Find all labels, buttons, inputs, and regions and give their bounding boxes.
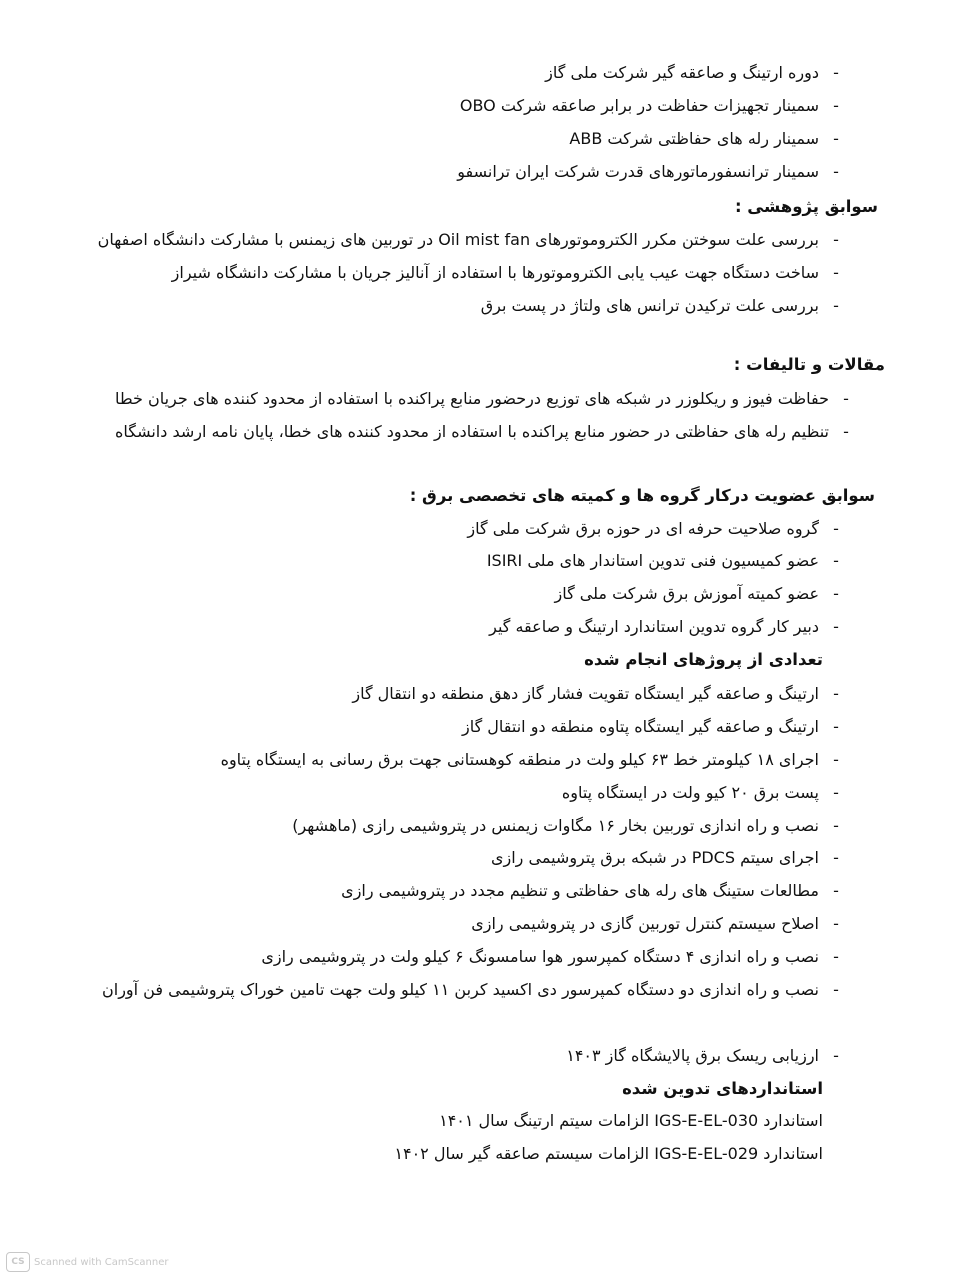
standards-heading: استانداردهای تدوین شده — [622, 1079, 823, 1098]
course-item: -دوره ارتینگ و صاعقه گیر شرکت ملی گاز — [545, 63, 839, 82]
camscanner-logo: CS — [6, 1252, 30, 1272]
project-item: -ارزیابی ریسک برق پالایشگاه گاز ۱۴۰۳ — [566, 1046, 839, 1065]
project-item: -ارتینگ و صاعقه گیر ایستگاه پتاوه منطقه دو انتقال گاز — [462, 717, 839, 736]
membership-item: -دبیر کار گروه تدوین استاندارد ارتینگ و صاعقه گیر — [489, 617, 839, 636]
research-item: -بررسی علت ترکیدن ترانس های ولتاژ در پست برق — [480, 296, 839, 315]
project-item: -اجرای ۱۸ کیلومتر خط ۶۳ کیلو ولت در منطقه کوهستانی جهت برق رسانی به ایستگاه پتاوه — [220, 750, 839, 769]
project-item: -نصب و راه اندازی ۴ دستگاه کمپرسور هوا سامسونگ ۶ کیلو ولت در پتروشیمی رازی — [261, 947, 839, 966]
project-item: -اصلاح سیستم کنترل توربین گازی در پتروشیمی رازی — [471, 914, 839, 933]
research-heading: سوابق پژوهشی : — [734, 197, 878, 216]
camscanner-watermark — [6, 1252, 169, 1272]
articles-heading: مقالات و تالیفات : — [733, 355, 885, 374]
membership-item: -گروه صلاحیت حرفه ای در حوزه برق شرکت ملی گاز — [467, 519, 839, 538]
watermark-text: Scanned with CamScanner — [34, 1256, 169, 1268]
project-item: -نصب و راه اندازی دو دستگاه کمپرسور دی اکسید کربن ۱۱ کیلو ولت جهت تامین خوراک پتروشیمی فن آوران — [102, 980, 839, 999]
membership-heading: سوابق عضویت درکار گروه ها و کمیته های تخصصی برق : — [409, 486, 875, 505]
article-item: -تنظیم رله های حفاظتی در حضور منابع پراکنده با استفاده از محدود کننده های خطا، پایان نامه ارشد دانشگاه — [114, 422, 849, 441]
course-item: -سمینار ترانسفورماتورهای قدرت شرکت ایران ترانسفو — [457, 162, 839, 181]
membership-item: -عضو کمیته آموزش برق شرکت ملی گاز — [554, 584, 839, 603]
project-item: -نصب و راه اندازی توربین بخار ۱۶ مگاوات زیمنس در پتروشیمی رازی (ماهشهر) — [292, 816, 839, 835]
course-item: -سمینار رله های حفاظتی شرکت ABB — [569, 129, 839, 148]
membership-item: -عضو کمیسیون فنی تدوین استاندار های ملی ISIRI — [486, 551, 839, 570]
project-item: -اجرای سیتم PDCS در شبکه برق پتروشیمی رازی — [490, 848, 839, 867]
projects-heading: تعدادی از پروژهای انجام شده — [584, 650, 823, 669]
project-item: -مطالعات ستینگ های رله های حفاظتی و تنظیم مجدد در پتروشیمی رازی — [341, 881, 839, 900]
course-item: -سمینار تجهیزات حفاظت در برابر صاعقه شرکت OBO — [459, 96, 839, 115]
project-item: -پست برق ۲۰ کیو ولت در ایستگاه پتاوه — [561, 783, 839, 802]
article-item: -حفاظت فیوز و ریکلوزر در شبکه های توزیع درحضور منابع پراکنده با استفاده از محدود کننده های جریان خطا — [114, 389, 849, 408]
standard-item: استاندارد IGS-E-EL-029 الزامات سیستم صاعقه گیر سال ۱۴۰۲ — [394, 1144, 823, 1163]
standard-item: استاندارد IGS-E-EL-030 الزامات سیتم ارتینگ سال ۱۴۰۱ — [439, 1111, 823, 1130]
research-item: -بررسی علت سوختن مکرر الکتروموتورهای Oil mist fan در توربین های زیمنس با مشارکت دانشگاه اصفهان — [97, 230, 839, 249]
project-item: -ارتینگ و صاعقه گیر ایستگاه تقویت فشار گاز دهق منطقه دو انتقال گاز — [352, 684, 839, 703]
research-item: -ساخت دستگاه جهت عیب یابی الکتروموتورها با استفاده از آنالیز جریان با مشارکت دانشگاه شیراز — [171, 263, 839, 282]
